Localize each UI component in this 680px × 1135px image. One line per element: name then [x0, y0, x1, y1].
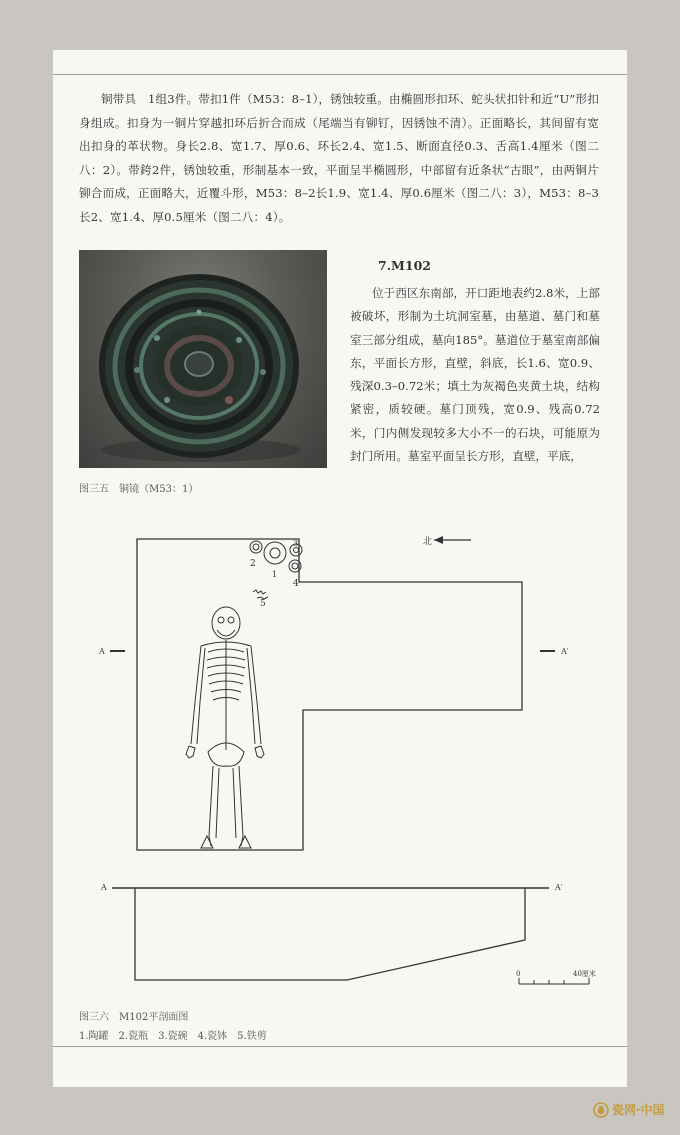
item-label-4: 4: [293, 579, 299, 589]
section-a-right-profile: A′: [555, 883, 563, 892]
item-label-3: 3: [293, 539, 299, 548]
section-text: 位于西区东南部，开口距地表约2.8米，上部被破坏，形制为土坑洞室墓，由墓道、墓门和墓室三部分组成，墓向185°。墓道位于墓室南部偏东，平面长方形，直壁，斜底，长1.6、宽0.9、残深0.3–0.72米；填土为灰褐色夹黄土块，结构紧密，质较硬。墓门顶残，宽0.9、残高0.72米，门内侧发现较多大小不一的石块，可能原为封门所用。墓室平面呈长方形，直壁，平底，: [350, 286, 600, 464]
section-profile: [135, 888, 525, 980]
skeleton-outline: [186, 607, 264, 848]
north-label: 北: [423, 537, 433, 547]
tomb-outline: [137, 539, 522, 850]
bronze-mirror-photo: [79, 250, 327, 468]
figure-36-legend: 1.陶罐 2.瓷瓶 3.瓷碗 4.瓷钵 5.铁剪: [79, 1031, 267, 1042]
scale-end: 40厘米: [573, 970, 596, 978]
north-arrow: [434, 536, 443, 544]
header-rule: [53, 74, 627, 75]
figure-35-caption: 图三五 铜镜（M53：1）: [79, 484, 199, 495]
vase-logo-icon: [593, 1102, 609, 1118]
figure-36-caption: 图三六 M102平剖面图: [79, 1012, 189, 1023]
section-a-right: A′: [561, 647, 569, 656]
body-paragraph-2: [350, 282, 600, 468]
section-heading: 7.M102: [378, 258, 431, 273]
site-watermark: [593, 1101, 665, 1118]
item-heading: 铜带具: [101, 92, 137, 106]
tomb-plan-drawing: [53, 520, 627, 1005]
watermark-text: 瓷网·中国: [612, 1103, 665, 1117]
item-label-1: 1: [272, 570, 278, 579]
body-paragraph-1: [79, 88, 599, 229]
item-label-2: 2: [250, 559, 256, 569]
item-label-5: 5: [260, 599, 266, 609]
paragraph-text: 1组3件。带扣1件（M53：8–1），锈蚀较重。由椭圆形扣环、蛇头状扣针和近“U”形扣身组成。扣身为一铜片穿越扣环后折合而成（尾端当有铆钉，因锈蚀不清）。正面略长，其间留有宽出扣身的革状物。身长2.8、宽1.7、厚0.6、环长2.4、宽1.5、断面直径0.3、舌高1.4厘米（图二八：2）。带銙2件，锈蚀较重，形制基本一致，平面呈半椭圆形，中部留有近条状“古眼”，由两铜片铆合而成，正面略大，近覆斗形，M53：8–2长1.9、宽1.4、厚0.6厘米（图二八：3），M53：8–3长2、宽1.4、厚0.5厘米（图二八：4）。: [79, 92, 599, 224]
document-page: [53, 50, 627, 1087]
footer-rule: [53, 1046, 627, 1047]
section-a-left-profile: A: [101, 883, 107, 892]
section-a-left: A: [99, 647, 105, 656]
scale-start: 0: [516, 970, 521, 978]
